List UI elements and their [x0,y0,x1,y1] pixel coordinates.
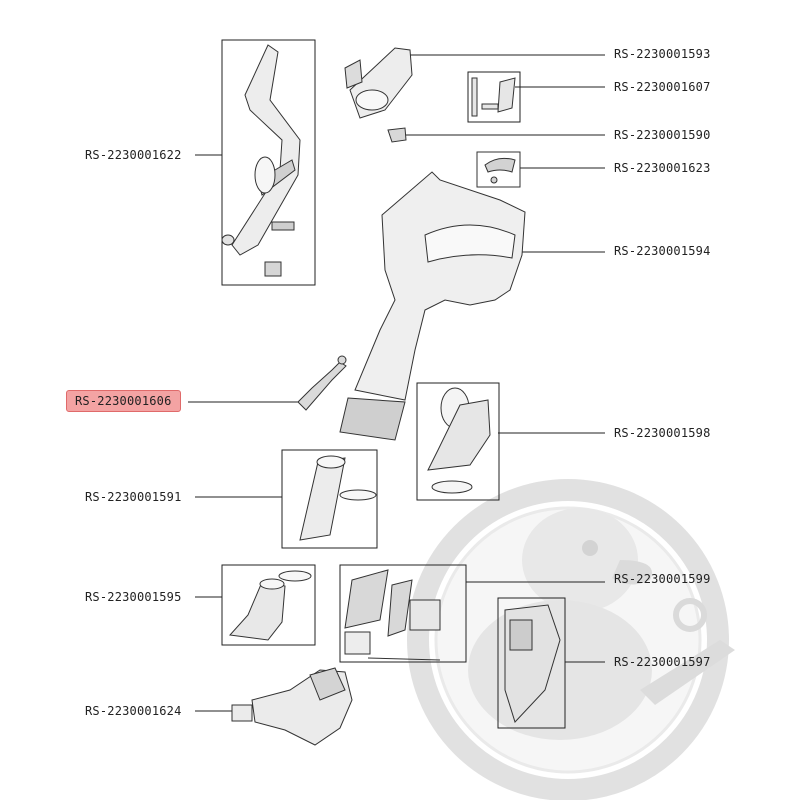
part-label-1595[interactable]: RS-2230001595 [85,590,182,604]
part-label-1591[interactable]: RS-2230001591 [85,490,182,504]
part-1624-drawing [232,668,352,745]
part-1590-drawing [388,128,406,142]
part-label-1598[interactable]: RS-2230001598 [614,426,711,440]
part-label-1590[interactable]: RS-2230001590 [614,128,711,142]
part-1593-drawing [345,48,412,118]
part-1594-drawing [340,172,525,440]
part-1595-drawing [230,571,311,640]
part-label-1622[interactable]: RS-2230001622 [85,148,182,162]
part-1622-drawing [222,45,300,276]
part-1623-drawing [477,152,520,187]
part-label-1599[interactable]: RS-2230001599 [614,572,711,586]
part-label-1594[interactable]: RS-2230001594 [614,244,711,258]
part-1606-drawing [298,356,346,410]
part-1607-drawing [472,78,515,116]
part-1591-drawing [300,456,376,540]
part-label-1607[interactable]: RS-2230001607 [614,80,711,94]
part-label-1606-highlighted[interactable]: RS-2230001606 [66,390,181,412]
part-label-1624[interactable]: RS-2230001624 [85,704,182,718]
part-label-1623[interactable]: RS-2230001623 [614,161,711,175]
part-label-1597[interactable]: RS-2230001597 [614,655,711,669]
part-label-1593[interactable]: RS-2230001593 [614,47,711,61]
part-1598-drawing [428,388,490,493]
